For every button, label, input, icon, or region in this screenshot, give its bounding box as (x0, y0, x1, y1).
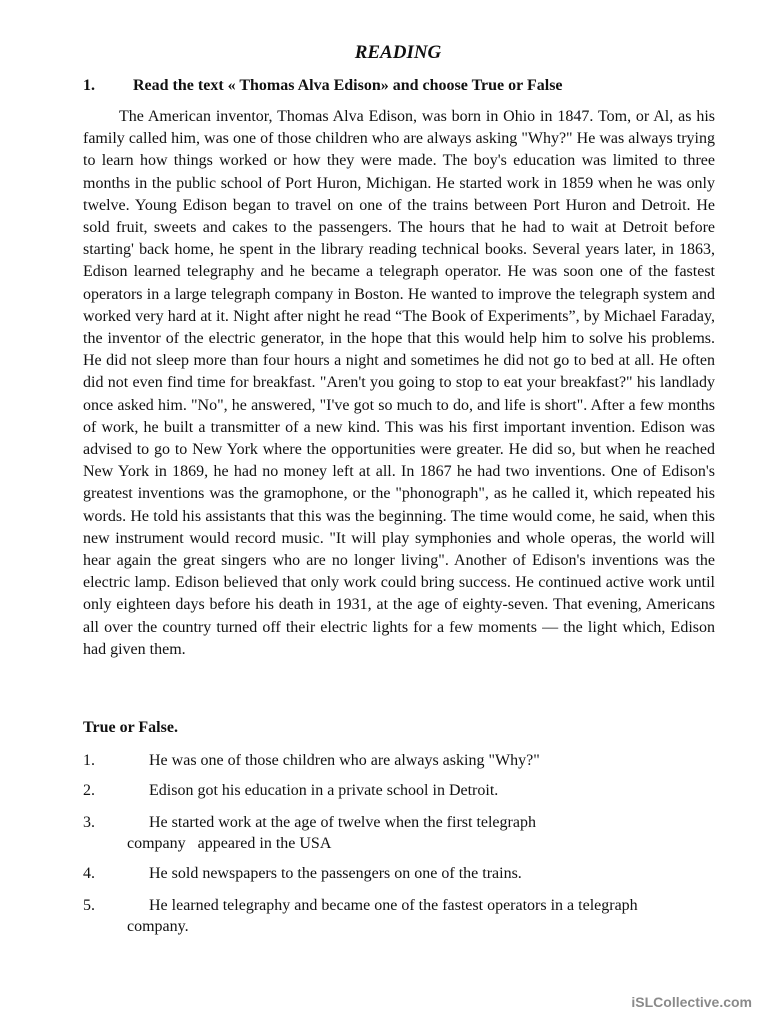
exercise-heading (83, 77, 563, 95)
question-item (83, 812, 723, 854)
question-number: 5. (83, 897, 95, 914)
question-number: 3. (83, 814, 95, 831)
question-number: 4. (83, 865, 95, 882)
exercise-number: 1. (83, 77, 95, 94)
exercise-instruction: Read the text « Thomas Alva Edison» and choose True or False (133, 77, 563, 94)
reading-passage: The American inventor, Thomas Alva Edison, was born in Ohio in 1847. Tom, or Al, as his family called him, was one of those children who are always asking "Why?" He was always trying to learn how things worked or how they were made. The boy's education was limited to three months in the public school of Port Huron, Michigan. He started work in 1859 when he was only twelve. Young Edison began to travel on one of the trains between Port Huron and Detroit. He sold fruit, sweets and cakes to the passengers. The hours that he had to wait at Detroit before starting' back home, he spent in the library reading technical books. Several years later, in 1863, Edison learned telegraphy and he became a telegraph operator. He was soon one of the fastest operators in a large telegraph company in Boston. He wanted to improve the telegraph system and worked very hard at it. Night after night he read “The Book of Experiments”, by Michael Faraday, the inventor of the electric generator, in the hope that this would help him to solve his problems. He did not sleep more than four hours a night and sometimes he did not go to bed at all. He often did not even find time for breakfast. "Aren't you going to stop to eat your breakfast?" his landlady once asked him. "No", he answered, "I've got so much to do, and life is short". After a few months of work, he built a transmitter of a new kind. This was his first important invention. Edison was advised to go to New York where the opportunities were greater. He did so, but when he reached New York in 1869, he had no money left at all. In 1867 he had two inventions. One of Edison's greatest inventions was the gramophone, or the "phonograph", as he called it, which repeated his words. He told his assistants that this was the beginning. The time would come, he said, when this new instrument would record music. "It will play symphonies and whole operas, the world will hear again the great singers who are no longer living". Another of Edison's inventions was the electric lamp. Edison believed that only work could bring success. He continued active work until only eighteen days before his death in 1931, at the age of eighty-seven. That evening, Americans all over the country turned off their electric lights for a few moments — the light which, Edison had given them. (83, 108, 715, 658)
question-text: He started work at the age of twelve when the first telegraph (149, 814, 536, 831)
question-text: He was one of those children who are always asking "Why?" (149, 752, 540, 769)
question-item (83, 863, 723, 884)
question-continuation: company appeared in the USA (127, 835, 332, 852)
question-item (83, 895, 723, 937)
true-false-heading: True or False. (83, 719, 178, 736)
question-text: Edison got his education in a private school in Detroit. (149, 782, 499, 799)
question-item (83, 750, 723, 771)
footer-watermark: iSLCollective.com (631, 994, 752, 1010)
question-number: 2. (83, 782, 95, 799)
question-number: 1. (83, 752, 95, 769)
question-text: He sold newspapers to the passengers on one of the trains. (149, 865, 522, 882)
question-item (83, 780, 723, 801)
question-text: He learned telegraphy and became one of the fastest operators in a telegraph (149, 897, 638, 914)
question-continuation: company. (127, 918, 189, 935)
page-title: READING (354, 42, 442, 63)
